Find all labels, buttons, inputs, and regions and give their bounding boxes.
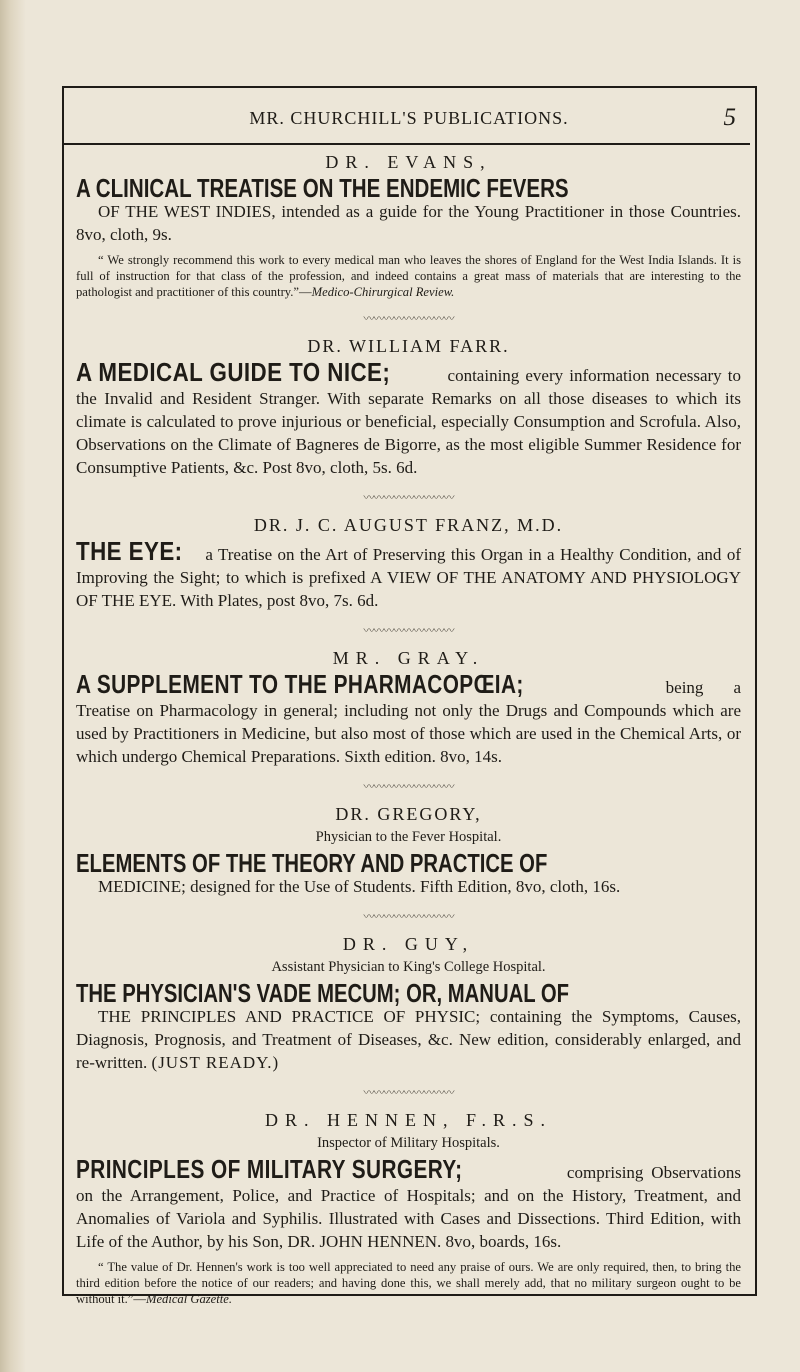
quote-source: Medical Gazette. xyxy=(145,1292,232,1306)
entry-gray xyxy=(76,648,741,768)
book-entry xyxy=(76,848,741,898)
header-title: MR. CHURCHILL'S PUBLICATIONS. xyxy=(249,108,569,128)
author-affiliation: Inspector of Military Hospitals. xyxy=(317,1135,500,1151)
book-description: THE PRINCIPLES AND PRACTICE OF PHYSIC; containing the Symptoms, Causes, Diagnosis, Prognosis, and Treatment of Diseases, &c. New edition, considerably enlarged, and re-written. xyxy=(76,1007,741,1072)
book-description: comprising Observations on the Arrangement, Police, and Practice of Hospitals; and on the History, Treatment, and Anomalies of Variola and Syphilis. Illustrated with Cases and Dissections. Third Edition, with Life of the Author, by his Son, DR. JOHN HENNEN. 8vo, boards, 16s. xyxy=(76,1163,741,1251)
ornament-divider: 〰〰〰〰〰〰〰〰〰 xyxy=(363,313,454,325)
review-quote xyxy=(76,1259,741,1307)
book-entry xyxy=(76,978,741,1074)
author-heading: DR. WILLIAM FARR. xyxy=(307,336,510,356)
book-entry xyxy=(76,1154,741,1253)
author-heading: DR. GREGORY, xyxy=(335,804,482,824)
quote-text: “ The value of Dr. Hennen's work is too well appreciated to need any praise of ours. We are only required, then, to bring the third edition before the notice of our readers; and having done this, we shall merely add, that no military surgeon ought to be without it.”— xyxy=(76,1260,741,1306)
book-entry xyxy=(76,536,741,612)
book-description: OF THE WEST INDIES, intended as a guide for the Young Practitioner in those Countries. 8vo, cloth, 9s. xyxy=(76,202,741,244)
book-title: A CLINICAL TREATISE ON THE ENDEMIC FEVERS xyxy=(76,173,569,203)
ornament-divider: 〰〰〰〰〰〰〰〰〰 xyxy=(363,625,454,637)
book-title: THE PHYSICIAN'S VADE MECUM; OR, MANUAL OF xyxy=(76,978,570,1008)
author-heading: DR. J. C. AUGUST FRANZ, M.D. xyxy=(253,515,564,535)
running-header xyxy=(64,104,754,134)
entry-farr xyxy=(76,336,741,479)
entry-hennen xyxy=(76,1110,741,1307)
book-title: PRINCIPLES OF MILITARY SURGERY; xyxy=(76,1154,463,1184)
ornament-divider: 〰〰〰〰〰〰〰〰〰 xyxy=(363,492,454,504)
book-entry xyxy=(76,357,741,479)
quote-text: “ We strongly recommend this work to every medical man who leaves the shores of England for the West India Islands. It is full of instruction for that class of the profession, and indeed contains a great mass of materials that are interesting to the pathologist and practitioner of this country.”— xyxy=(76,253,741,299)
ornament-divider: 〰〰〰〰〰〰〰〰〰 xyxy=(363,911,454,923)
author-affiliation: Physician to the Fever Hospital. xyxy=(315,829,502,845)
book-title: A MEDICAL GUIDE TO NICE; xyxy=(76,357,391,387)
entry-evans xyxy=(76,152,741,300)
entry-guy xyxy=(76,934,741,1074)
entry-gregory xyxy=(76,804,741,898)
book-entry xyxy=(76,173,741,246)
author-heading: DR. EVANS, xyxy=(325,152,492,172)
book-title: ELEMENTS OF THE THEORY AND PRACTICE OF xyxy=(76,848,548,878)
entry-franz xyxy=(76,515,741,612)
book-entry xyxy=(76,669,741,768)
ornament-divider: 〰〰〰〰〰〰〰〰〰 xyxy=(363,1087,454,1099)
book-description: containing every information necessary to the Invalid and Resident Stranger. With separate Remarks on all those diseases to which its climate is calculated to prove injurious or beneficial, especially Consumption and Scrofula. Also, Observations on the Climate of Bagneres de Bigorre, as the most eligible Summer Residence for Consumptive Patients, &c. Post 8vo, cloth, 5s. 6d. xyxy=(76,366,741,477)
author-heading: DR. GUY, xyxy=(342,934,475,954)
book-description: MEDICINE; designed for the Use of Students. Fifth Edition, 8vo, cloth, 16s. xyxy=(98,877,621,896)
book-title: A SUPPLEMENT TO THE PHARMACOPŒIA; xyxy=(76,669,524,699)
book-description: a Treatise on the Art of Preserving this Organ in a Healthy Condition, and of Improving the Sight; to which is prefixed A VIEW OF THE ANATOMY AND PHYSIOLOGY OF THE EYE. With Plates, post 8vo, 7s. 6d. xyxy=(76,545,741,610)
author-affiliation: Assistant Physician to King's College Hospital. xyxy=(271,959,546,975)
quote-source: Medico-Chirurgical Review. xyxy=(311,285,455,299)
book-title: THE EYE: xyxy=(76,536,183,566)
header-rule xyxy=(64,143,750,145)
author-heading: DR. HENNEN, F.R.S. xyxy=(264,1110,553,1130)
page-number: 5 xyxy=(723,104,736,131)
author-heading: MR. GRAY. xyxy=(332,648,485,668)
page-content xyxy=(76,152,741,1307)
page-edge xyxy=(0,0,26,1372)
review-quote xyxy=(76,252,741,300)
publication-note: (JUST READY.) xyxy=(151,1053,280,1072)
book-description: being a Treatise on Pharmacology in general; including not only the Drugs and Compounds which are used by Practitioners in Medicine, but also most of those which are used in the Chemical Arts, or which undergo Chemical Preparations. Sixth edition. 8vo, 14s. xyxy=(76,678,741,766)
ornament-divider: 〰〰〰〰〰〰〰〰〰 xyxy=(363,781,454,793)
